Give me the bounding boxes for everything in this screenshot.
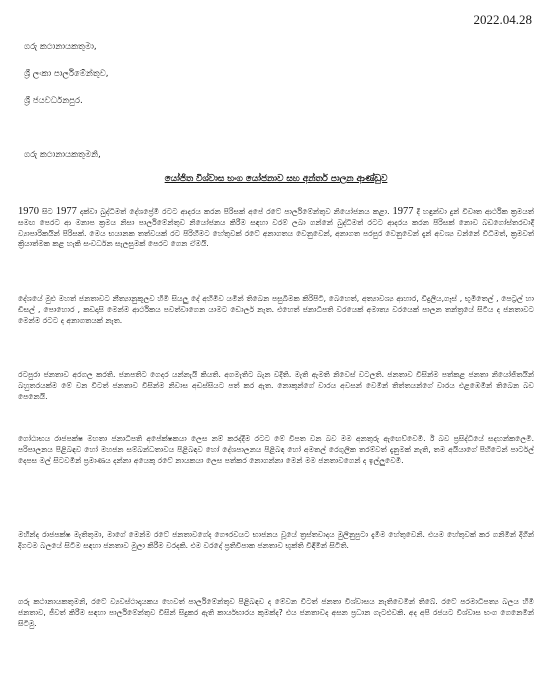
paragraph: ගරු කථානායකතුමනි, රටේ ව්‍යවස්ථාදායකය හෙවත් පාර්ලිමේන්තුව පිළිබඳව ද මේවන විටත් ජනතා විශ්වාසය නැතිවෙමින් තිබේ. රටේ පරමාධිපත්‍ය බලය හිමි ජනතාව, ජීවත් කිරීම සඳහා පාර්ලිමේන්තුව විසින් සිදුකර ඇති කාර්යභාරය කුමක්ද? එය ජනතාවද අසන ප්‍රධාන ගැටළුවකි. අද අපි රජයට විශ්වාස භංග ගෙනෙමින් සිටිමු. [18,597,534,628]
paragraph-text: සිට [39,207,56,216]
paragraph: ගෝඨාභය රාජපක්ෂ මහතා ජනාධිපති අපේක්ෂකයා ලෙස නම් කරද්දීම රටට මේ විපත වන බව මම අනතුරු ඇඟෙව්වෙමි. ඊ බව ප්‍රසිද්ධියේ සදහන්කලෙමි. පරිපාලනය පිළිබඳව හෝ මහජන සම්බන්ධතාවය පිළිබඳව හෝ දේශපාලනය පිළිබඳ හෝ අමතල් රෙගුලික තරම්වත් දැනුමක් නැති, තම අයියාගේ පිහිටෙන් පාර්ටල් දෙපස මල් සිටවමින් ප්‍රමාණය දන්නා අයෙකු රටේ නායකයා ලෙස පත්කර නොගන්නා මෙන් මම ජනතාවගෙන් ද ඉල්ලුවෙමි. [18,434,534,465]
letter-date: 2022.04.28 [473,12,532,27]
paragraph-text: දක්වා බුද්ධිමත් දේශප්‍රේමී රටට ආදරය කරන පිරිසක් අපේ රටේ පාර්ලිමේන්තුව නියෝජනය කළා. [76,207,393,216]
paragraph: රටපුරා ජනතාව අරගල කරති. ජනපතිට ගෙදර යන්නැයි කියති. අගමැතිට බැන වදිති. මැති ඇමති නිවෙස් වටලති. ජනතාව විසින්ම පත්කළ ජනතා නියෝජිතයින් බහුතරයක්ම මේ වන විටත් ජනතාව විසින්ම නිවාස අඩස්සියට පත් කර ඇත. නොකුන්ගේ වාරය අවසන් වෙමින් තිත්තයන්ගේ වාරය එළඹෙමින් තිබෙන බව පෙනෙයි. [18,370,534,401]
addressee-line: ශ්‍රී ජයවර්ධනපුර. [24,96,83,106]
year-number: 1977 [392,206,414,217]
document-title: යෝජිත විශ්වාස භංග යෝජනාව සහ අන්තර් පාලන ආණ්ඩුව [164,174,388,184]
paragraph [18,207,534,250]
addressee-line: ගරු කථානායකතුමා, [24,42,97,52]
salutation: ගරු කථානායකතුමනි, [24,150,101,160]
year-number: 1970 [18,206,39,217]
year-number: 1977 [55,206,77,217]
paragraph: මහින්ද රාජපක්ෂ මැතිතුමා, මාගේ මෙන්ම රටේ ජනතාවගේද ගෞරවයට භාජනය වූයේ ත්‍රස්තවාදය මුලිනුපුටා දැමීම හේතුවෙනි. එයම හේතුවක් කර ගනිමින් දිගින් දිගටම බලයේ සිටීම සඳහා ජනතාව මුලා කිරීම වරදකි. එම වරදේ ප්‍රතිවිපාක ජනතාව භුක්ති විඳිමින් සිටිති. [18,530,534,550]
paragraph-text: දී හඳුන්වා දුන් විවෘත ආර්ථික ක්‍රමයත් සමඟ පෙරට ආ මනාප ක්‍රමය නිසා පාර්ලිමේන්තුව නියෝජනය කිරීම සඳහා වරම් ලබා ගන්නේ බුද්ධිමත් රටට ආදරය කරන පිරිසක් නොව බඩගෝස්තරවාදී ව්‍යාපාරිකයින් පිරිසක්. මෙය භයානක තත්වයක් රට පිරිහීමට හේතුවක් රටේ අනාගතය වෙනුවෙන්, අනාගත පරපුර වෙනුවෙන් දැන් අවශ්‍ය වන්නේ විධිමත්, ක්‍රමවත් ක්‍රියාත්මක කළ හැකි සංවර්ධන සැලසුමක් පෙරට ගෙන ඒමයි. [18,207,534,249]
addressee-line: ශ්‍රී ලංකා පාර්ලිමේන්තුව, [24,69,109,79]
paragraph: දේශයේ මුළු මහත් ජනතාවට නීත්‍යානුකූලව හිමි සියලු දේ අහිමිව යමින් තිබෙන පසුබිමක කිරිපිටි, බෙහෙත්, අත්‍යාවශ්‍ය ආහාර, විදුලිය,ගෑස් , භූමිතෙල් , පෙට්‍රල් හා ඩීසල් , පොහොර , කඩදාසි මෙන්ම ආර්ථිකය පවත්වාගෙන යාමට ඩොලර් නැත. එහෙත් ජනාධිපති වරයෙක් අමාත්‍ය වරයෙක් පාලන තන්ත්‍රයේ සිටිය ද ජනතාවට මෙන්ම රටට ද අනාගතයක් නැත. [18,294,534,325]
